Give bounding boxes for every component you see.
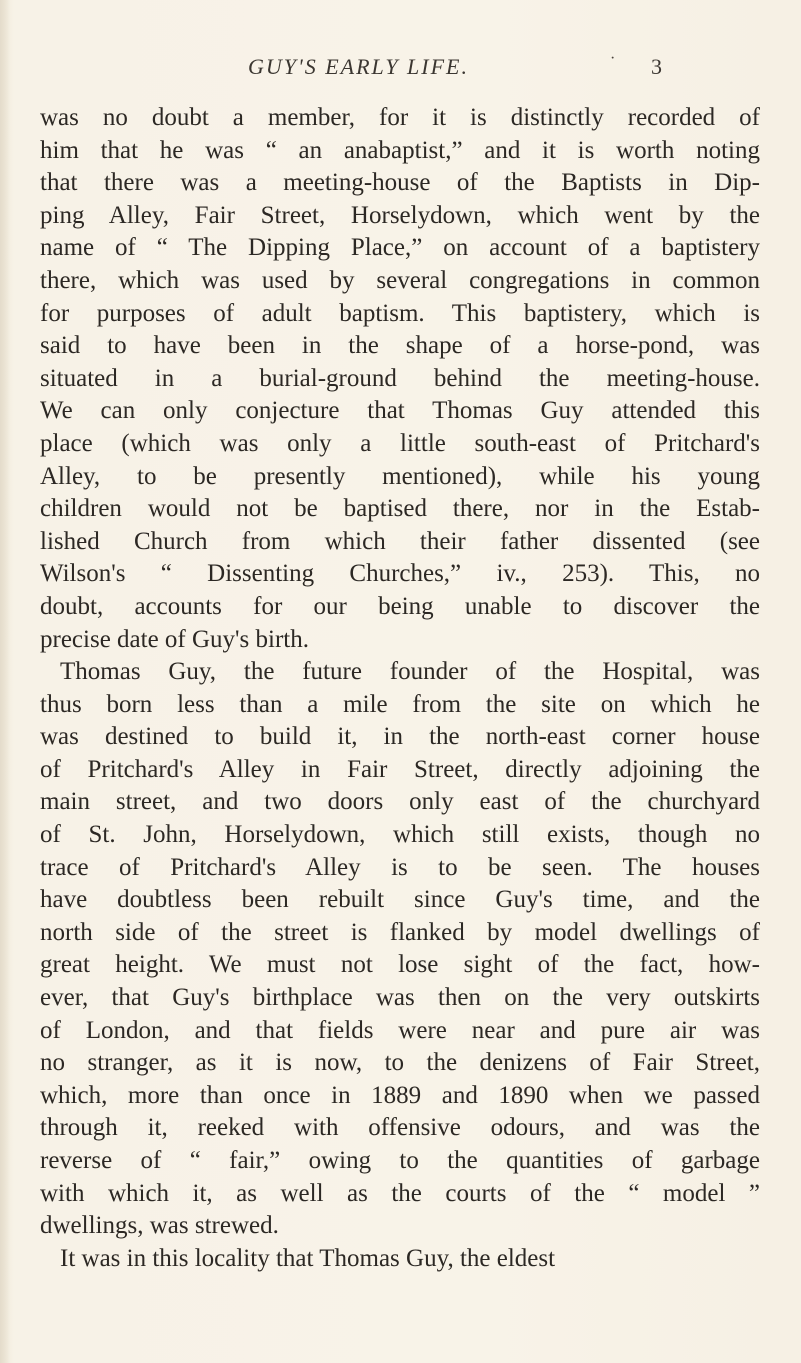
text-line: reverse of “ fair,” owing to the quantities of garbage: [40, 1147, 760, 1174]
text-line: Alley, to be presently mentioned), while his young: [40, 462, 760, 490]
text-line: him that he was “ an anabaptist,” and it is worth noting: [40, 136, 760, 164]
text-line: have doubtless been rebuilt since Guy's time, and the: [40, 886, 760, 914]
text-line: that there was a meeting-house of the Baptists in Dip-: [40, 169, 760, 197]
text-line: main street, and two doors only east of the churchyard: [40, 788, 760, 816]
text-line: was no doubt a member, for it is distinctly recorded of: [40, 104, 760, 131]
text-line: no stranger, as it is now, to the denizens of Fair Street,: [40, 1049, 760, 1077]
text-line: of St. John, Horselydown, which still exists, though no: [40, 821, 760, 849]
text-line: of Pritchard's Alley in Fair Street, directly adjoining the: [40, 755, 760, 783]
text-line: name of “ The Dipping Place,” on account of a baptistery: [40, 234, 760, 262]
running-head: [0, 50, 801, 84]
running-title: GUY'S EARLY LIFE.: [248, 54, 469, 79]
text-line: with which it, as well as the courts of the “ model ”: [40, 1179, 760, 1207]
text-line: ever, that Guy's birthplace was then on the very outskirts: [40, 984, 760, 1012]
stray-mark: ·: [610, 50, 616, 67]
text-line: was destined to build it, in the north-east corner house: [40, 723, 760, 751]
page-binding-shadow: [0, 0, 10, 1363]
text-line: children would not be baptised there, nor in the Estab-: [40, 495, 760, 523]
text-line: there, which was used by several congregations in common: [40, 266, 760, 294]
text-line: great height. We must not lose sight of the fact, how-: [40, 951, 760, 979]
text-line: north side of the street is flanked by model dwellings of: [40, 918, 760, 946]
text-line: for purposes of adult baptism. This baptistery, which is: [40, 299, 760, 327]
paragraph-start-line: Thomas Guy, the future founder of the Hospital, was: [60, 658, 760, 686]
text-line: through it, reeked with offensive odours, and was the: [40, 1114, 760, 1142]
text-line: of London, and that fields were near and pure air was: [40, 1016, 760, 1044]
text-line: situated in a burial-ground behind the meeting-house.: [40, 364, 760, 392]
text-line: We can only conjecture that Thomas Guy attended this: [40, 397, 760, 425]
text-line: which, more than once in 1889 and 1890 when we passed: [40, 1081, 760, 1109]
text-line: lished Church from which their father dissented (see: [40, 527, 760, 555]
text-line: ping Alley, Fair Street, Horselydown, which went by the: [40, 201, 760, 229]
text-line: doubt, accounts for our being unable to discover the: [40, 592, 760, 620]
text-line: trace of Pritchard's Alley is to be seen. The houses: [40, 853, 760, 881]
paragraph-end-line: precise date of Guy's birth.: [40, 625, 310, 653]
page-number: 3: [651, 54, 662, 79]
text-line: thus born less than a mile from the site on which he: [40, 690, 760, 718]
paragraph-start-line: It was in this locality that Thomas Guy, the eldest: [60, 1244, 556, 1272]
text-line: said to have been in the shape of a horse-pond, was: [40, 332, 760, 360]
text-line: place (which was only a little south-east of Pritchard's: [40, 429, 760, 457]
text-line: Wilson's “ Dissenting Churches,” iv., 253). This, no: [40, 560, 760, 588]
paragraph-end-line: dwellings, was strewed.: [40, 1212, 279, 1240]
body-text: [40, 102, 760, 1275]
